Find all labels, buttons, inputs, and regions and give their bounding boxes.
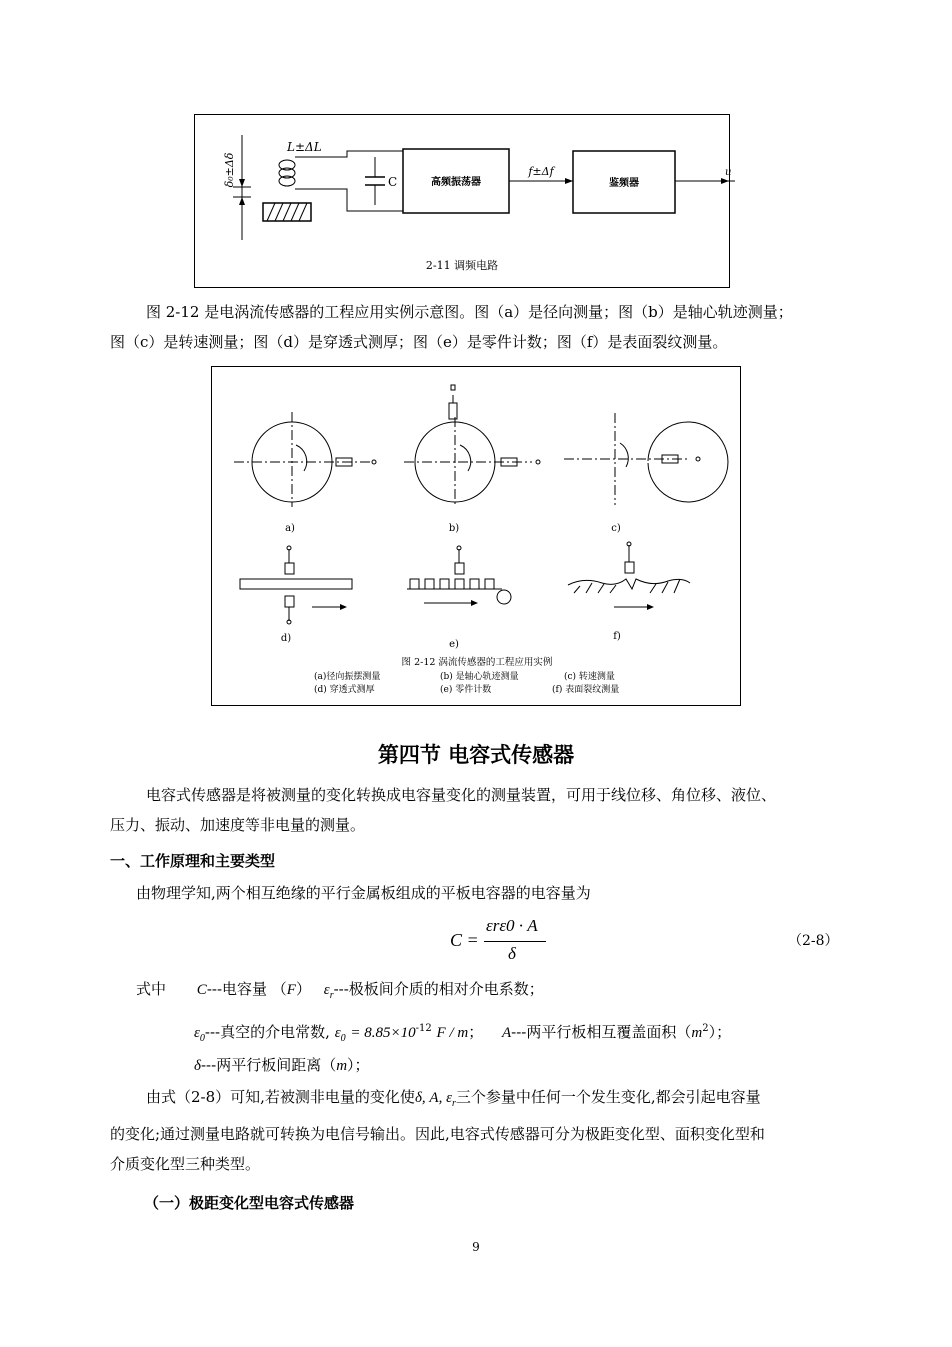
c-unit: F <box>286 982 296 998</box>
text-line: 图（c）是转速测量；图（d）是穿透式测厚；图（e）是零件计数；图（f）是表面裂纹测量。 <box>110 333 728 351</box>
text-fragment: 由式（2-8）可知,若被测非电量的变化使 <box>146 1088 415 1106</box>
output-label: u <box>725 167 732 178</box>
diagram-c <box>564 413 728 505</box>
heading-principle: 一、工作原理和主要类型 <box>110 852 276 870</box>
e0-unit: F / m <box>436 1025 469 1041</box>
figure-2-11 <box>194 114 730 288</box>
output-arrow <box>721 178 729 184</box>
parameter-symbols: δ, A, $\varepsilon_r$ <box>414 1090 456 1109</box>
diagram-b <box>404 385 540 507</box>
text-line: 介质变化型三种类型。 <box>110 1155 261 1173</box>
coil-label: L±ΔL <box>287 140 322 154</box>
e0-desc: ---真空的介电常数, <box>204 1023 330 1041</box>
a-close: ）； <box>708 1023 732 1041</box>
legend-b: (b) 是轴心轨迹测量 <box>440 672 519 682</box>
gap-label: δ₀±Δδ <box>223 152 236 188</box>
figure-caption: 图 2-12 涡流传感器的工程应用实例 <box>401 657 553 668</box>
label-f: f) <box>613 631 621 642</box>
e0-symbol: $\varepsilon_0$ <box>194 1025 205 1044</box>
diagram-d <box>240 546 352 624</box>
target-hatch <box>267 203 307 221</box>
oscillator-label: 高频振荡器 <box>431 177 481 188</box>
figure-2-12 <box>211 366 741 706</box>
eddy-current-applications <box>212 367 740 705</box>
er-symbol: $\varepsilon_r$ <box>323 982 334 1001</box>
definition-c-er <box>136 974 856 1011</box>
text-line: 压力、振动、加速度等非电量的测量。 <box>110 816 366 834</box>
freq-arrow <box>565 178 573 184</box>
text-line <box>110 1082 850 1119</box>
fraction-bar <box>484 941 546 942</box>
delta-unit: m <box>336 1058 348 1074</box>
formula-denominator: δ <box>508 944 516 963</box>
label-b: b) <box>448 523 460 534</box>
label-d: d) <box>280 633 292 644</box>
text-line: 图 2-12 是电涡流传感器的工程应用实例示意图。图（a）是径向测量；图（b）是轴心轨迹测量； <box>146 303 793 321</box>
delta-desc: ---两平行板间距离（ <box>200 1056 337 1074</box>
diagram-e <box>407 546 511 604</box>
arrow-d <box>340 604 347 610</box>
c-symbol: C <box>196 982 207 998</box>
definition-e0-area: $\varepsilon_0---$真空的介电常数, $\varepsilon_0 = 8.85\times 10^{-12}$ F / m； A---两平行板相互覆盖面积$(m^2)$； <box>194 1023 732 1044</box>
text-fragment: 三个参量中任何一个发生变化,都会引起电容量 <box>455 1088 761 1106</box>
label-a: a) <box>285 523 295 534</box>
discriminator-label: 鉴频器 <box>609 178 639 189</box>
a-unit-exp: 2 <box>702 1023 709 1034</box>
formula-2-8 <box>450 914 850 968</box>
legend-f: (f) 表面裂纹测量 <box>552 685 620 695</box>
cap-label: C <box>388 175 398 189</box>
page-number: 9 <box>472 1240 480 1254</box>
label-e: e) <box>449 639 459 650</box>
text-line: 电容式传感器是将被测量的变化转换成电容量变化的测量装置，可用于线位移、角位移、液位、 <box>146 786 777 804</box>
label-c: c) <box>611 523 621 534</box>
legend-c: (c) 转速测量 <box>564 672 615 682</box>
a-unit: m <box>691 1025 703 1041</box>
definition-delta <box>194 1050 370 1081</box>
heading-gap-variant: （一）极距变化型电容式传感器 <box>144 1194 355 1212</box>
delta-close: ）； <box>347 1056 370 1074</box>
paragraph-physics: 由物理学知,两个相互绝缘的平行金属板组成的平板电容器的电容量为 <box>136 884 591 902</box>
c-desc: ---电容量 （ <box>206 980 287 998</box>
legend-e: (e) 零件计数 <box>440 685 492 695</box>
er-desc: ---极板间介质的相对介电系数； <box>333 980 544 998</box>
figure-caption: 2-11 调频电路 <box>425 259 499 272</box>
a-symbol: A <box>501 1025 512 1041</box>
arrow-f <box>647 604 654 610</box>
arrow-e <box>471 600 478 606</box>
c-close: ） <box>295 980 311 998</box>
formula-numerator: εrε0 · A <box>486 916 538 935</box>
delta-symbol: δ <box>194 1058 201 1074</box>
gap-arrow-bottom <box>239 197 245 205</box>
text-line: 的变化;通过测量电路就可转换为电信号输出。因此,电容式传感器可分为极距变化型、面积变化型和 <box>110 1125 765 1143</box>
paragraph-intro-2-12 <box>110 297 850 357</box>
fm-circuit-diagram <box>195 115 732 287</box>
diagram-f <box>568 542 690 607</box>
a-desc: ---两平行板相互覆盖面积（ <box>511 1023 692 1041</box>
formula-lhs: C = <box>450 930 479 950</box>
freq-label: f±Δf <box>528 165 554 178</box>
e0-exponent: -12 <box>415 1023 432 1034</box>
diagram-a <box>234 412 376 507</box>
legend-a: (a)径向振摆测量 <box>314 672 381 682</box>
paragraph-capacitive-intro <box>110 780 850 840</box>
formula-number: （2-8） <box>788 933 839 949</box>
gap-arrow-top <box>239 179 245 187</box>
section-title: 第四节 电容式传感器 <box>377 743 575 767</box>
where-prefix: 式中 <box>136 980 167 998</box>
e0-value: = 8.85×10 <box>350 1025 416 1041</box>
e0-symbol-2: $\varepsilon_0$ <box>334 1025 346 1044</box>
paragraph-types <box>110 1082 850 1179</box>
legend-d: (d) 穿透式测厚 <box>314 685 375 695</box>
